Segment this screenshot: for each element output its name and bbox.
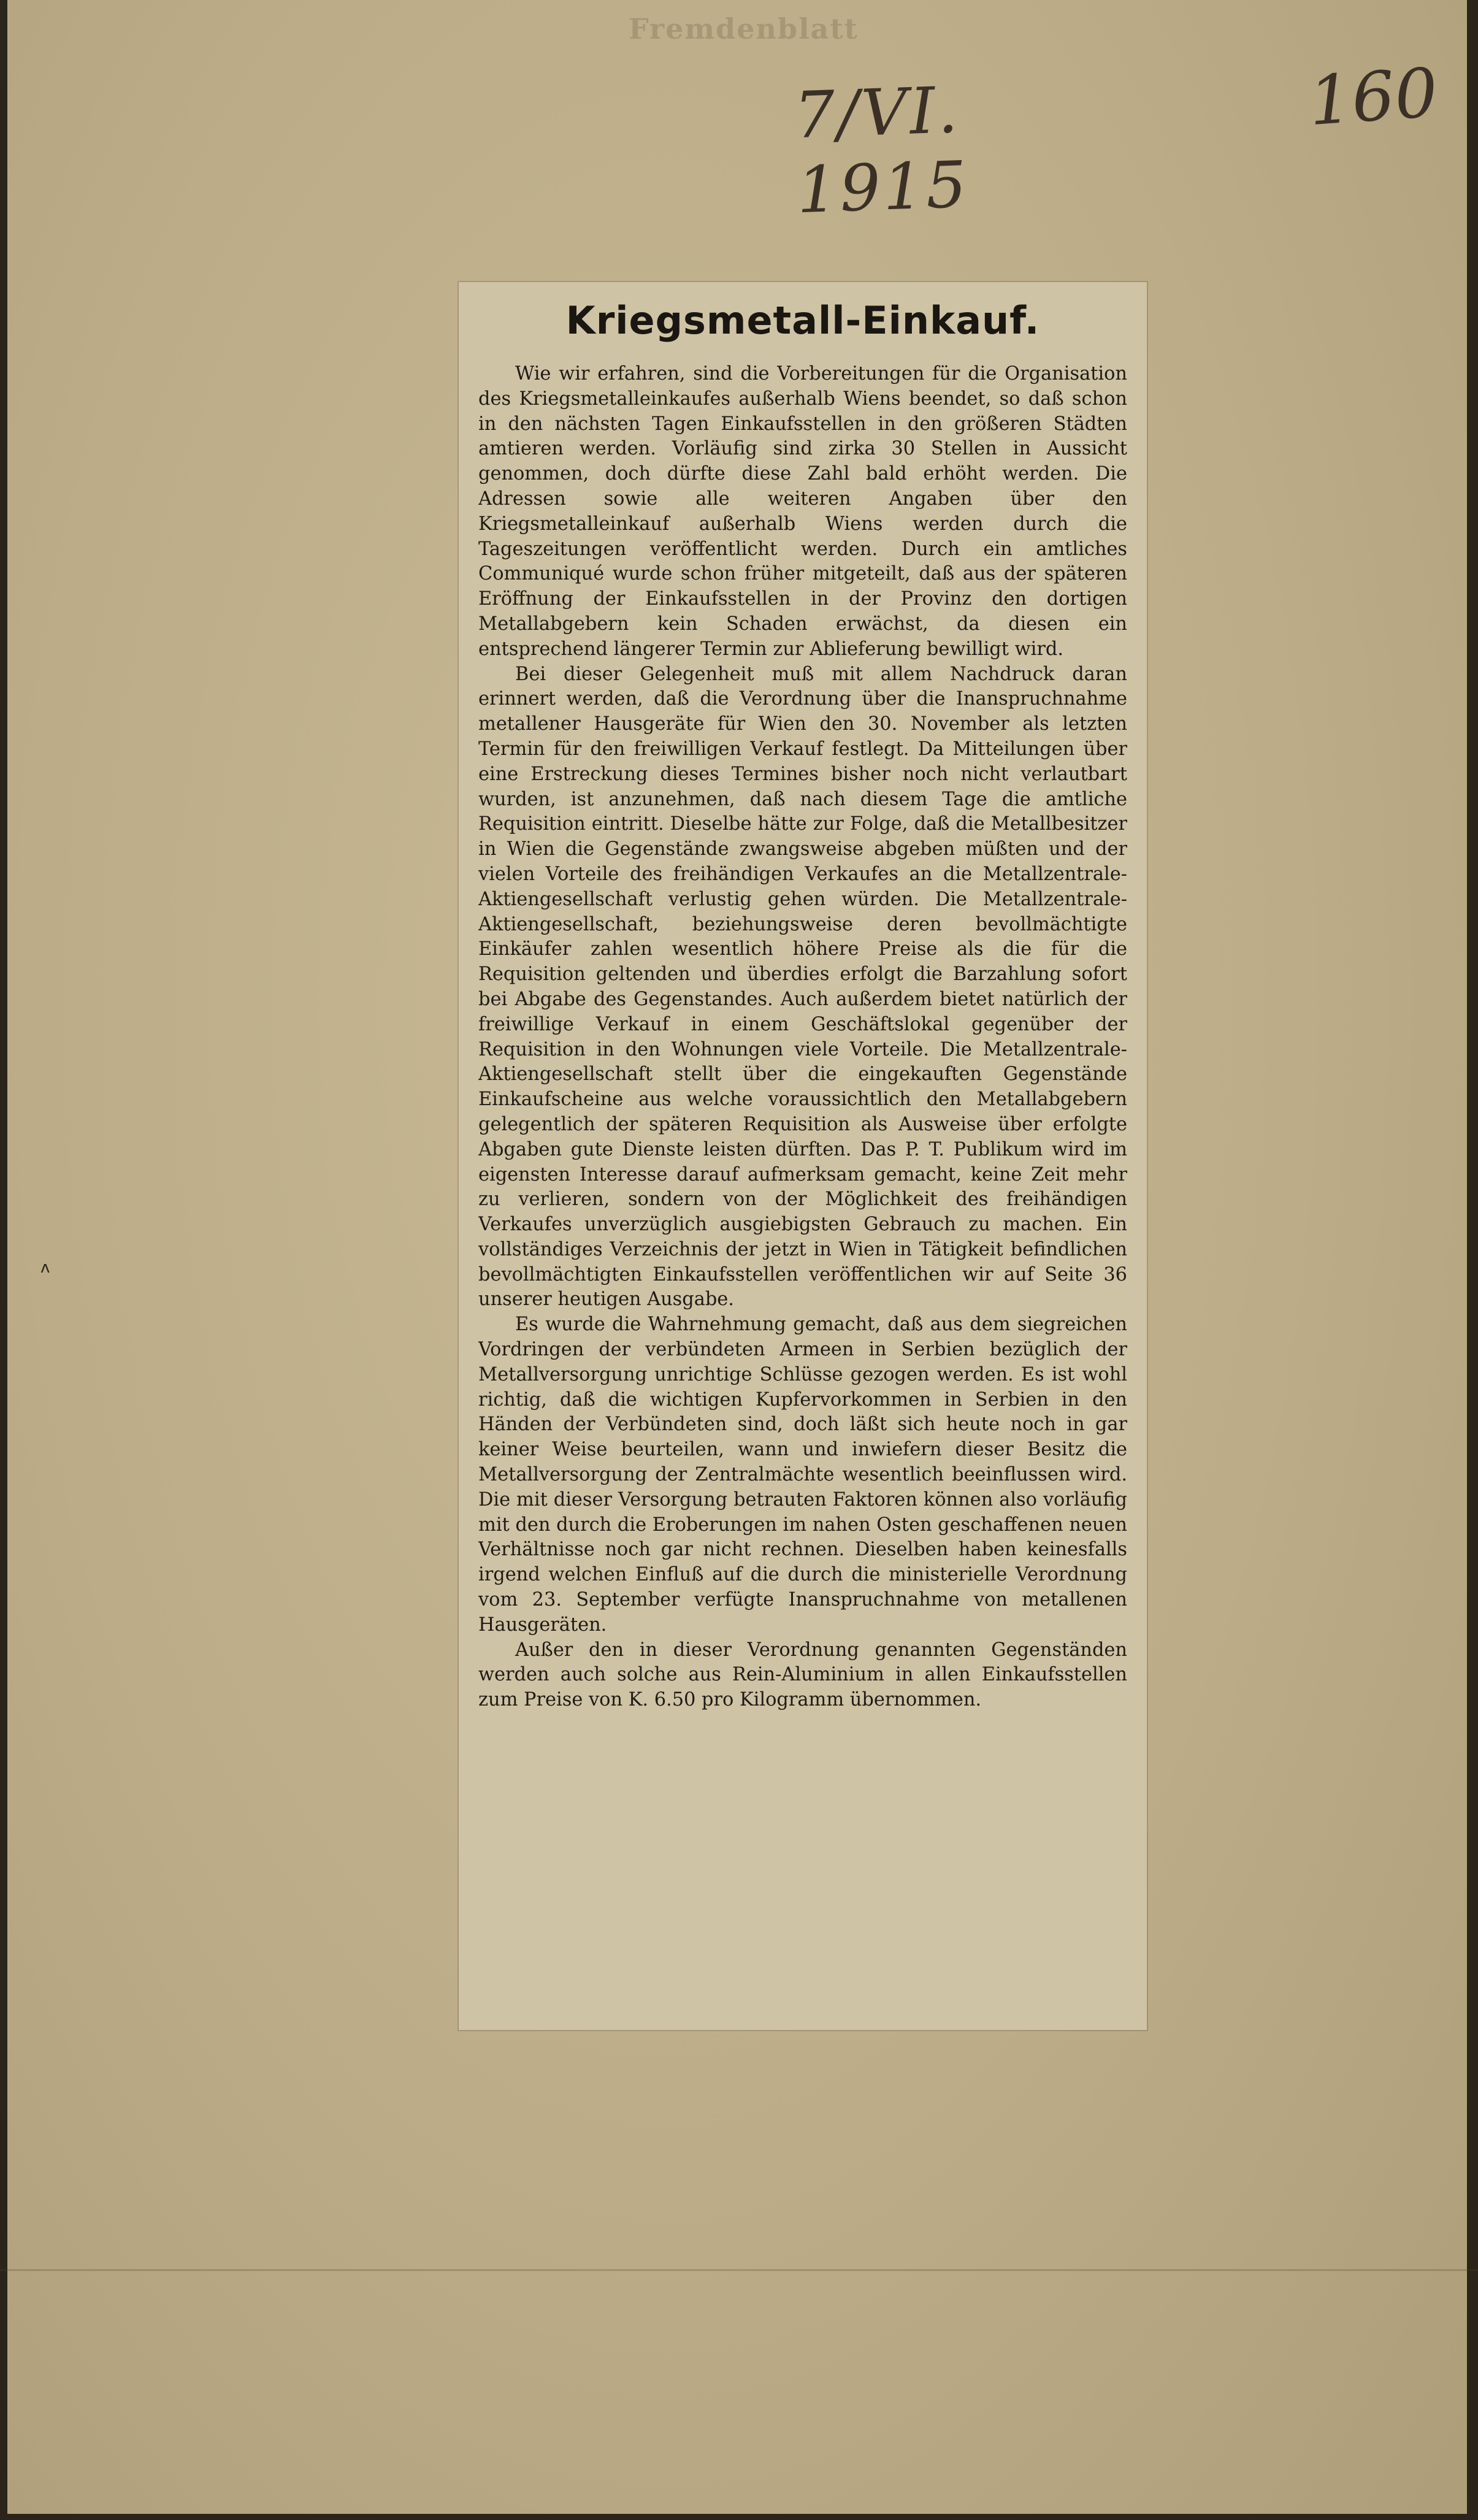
article-body bbox=[478, 362, 1127, 2018]
article-paragraph-1: Wie wir erfahren, sind die Vorbereitungen für die Organisation des Kriegsmetalleinkaufes außerhalb Wiens beendet, so daß schon in den nächsten Tagen Einkaufsstellen in den größeren Städten amtieren werden. Vorläufig sind zirka 30 Stellen in Aussicht genommen, doch dürfte diese Zahl bald erhöht werden. Die Adressen sowie alle weiteren Angaben über den Kriegsmetalleinkauf außerhalb Wiens werden durch die Tageszeitungen veröffentlicht werden. Durch ein amtliches Communiqué wurde schon früher mitgeteilt, daß aus der späteren Eröffnung der Einkaufsstellen in der Provinz den dortigen Metallabgebern kein Schaden erwächst, da diesen ein entsprechend längerer Termin zur Ablieferung bewilligt wird. bbox=[478, 363, 1127, 660]
bottom-edge bbox=[0, 2514, 1478, 2520]
faded-stamp: Fremdenblatt bbox=[629, 12, 859, 45]
margin-mark: ʌ bbox=[40, 1258, 50, 1277]
paper-fold bbox=[0, 2269, 1478, 2271]
article-headline: Kriegsmetall-Einkauf. bbox=[565, 298, 1040, 343]
article-paragraph-2: Bei dieser Gelegenheit muß mit allem Nachdruck daran erinnert werden, daß die Verordnung über die Inanspruchnahme metallener Hausgeräte für Wien den 30. November als letzten Termin für den freiwilligen Verkauf festlegt. Da Mitteilungen über eine Erstreckung dieses Termines bisher noch nicht verlautbart wurden, ist anzunehmen, daß nach diesem Tage die amtliche Requisition eintritt. Dieselbe hätte zur Folge, daß die Metallbesitzer in Wien die Gegenstände zwangsweise abgeben müßten und der vielen Vorteile des freihändigen Verkaufes an die Metallzentrale-Aktiengesellschaft verlustig gehen würden. Die Metallzentrale-Aktiengesellschaft, beziehungsweise deren bevollmächtigte Einkäufer zahlen wesentlich höhere Preise als die für die Requisition geltenden und überdies erfolgt die Barzahlung sofort bei Abgabe des Gegenstandes. Auch außerdem bietet natürlich der freiwillige Verkauf in einem Geschäftslokal gegenüber der Requisition in den Wohnungen viele Vorteile. Die Metallzentrale-Aktiengesellschaft stellt über die eingekauften Gegenstände Einkaufscheine aus welche voraussichtlich den Metallabgebern gelegentlich der späteren Requisition als Ausweise über erfolgte Abgaben gute Dienste leisten dürften. Das P. T. Publikum wird im eigensten Interesse darauf aufmerksam gemacht, keine Zeit mehr zu verlieren, sondern von der Möglichkeit des freihändigen Verkaufes unverzüglich ausgiebigsten Gebrauch zu machen. Ein vollständiges Verzeichnis der jetzt in Wien in Tätigkeit befindlichen bevollmächtigten Einkaufsstellen veröffentlichen wir auf Seite 36 unserer heutigen Ausgabe. bbox=[478, 663, 1127, 1311]
left-edge bbox=[0, 0, 7, 2520]
handwritten-date: 7/VI. 1915 bbox=[793, 72, 971, 228]
handwritten-page-number: 160 bbox=[1306, 53, 1441, 141]
article-paragraph-4: Außer den in dieser Verordnung genannten Gegenständen werden auch solche aus Rein-Aluminium in allen Einkaufsstellen zum Preise von K. 6.50 pro Kilogramm übernommen. bbox=[478, 1639, 1127, 1711]
right-edge bbox=[1467, 0, 1478, 2520]
newspaper-clipping bbox=[459, 282, 1147, 2030]
article-paragraph-3: Es wurde die Wahrnehmung gemacht, daß aus dem siegreichen Vordringen der verbündeten Armeen in Serbien bezüglich der Metallversorgung unrichtige Schlüsse gezogen werden. Es ist wohl richtig, daß die wichtigen Kupfervorkommen in Serbien in den Händen der Verbündeten sind, doch läßt sich heute noch in gar keiner Weise beurteilen, wann und inwiefern dieser Besitz die Metallversorgung der Zentralmächte wesentlich beeinflussen wird. Die mit dieser Versorgung betrauten Faktoren können also vorläufig mit den durch die Eroberungen im nahen Osten geschaffenen neuen Verhältnisse noch gar nicht rechnen. Dieselben haben keinesfalls irgend welchen Einfluß auf die durch die ministerielle Verordnung vom 23. September verfügte Inanspruchnahme von metallenen Hausgeräten. bbox=[478, 1314, 1127, 1636]
